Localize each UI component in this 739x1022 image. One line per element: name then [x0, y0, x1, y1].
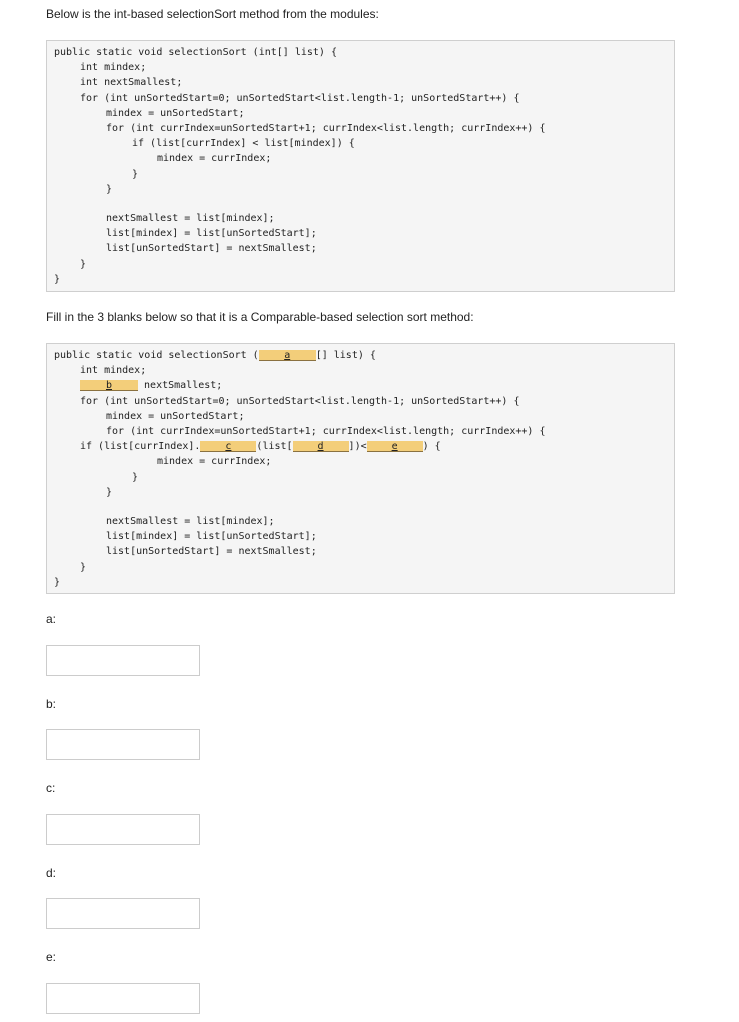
code-line: } [106, 184, 113, 195]
comparable-selection-sort-code [46, 343, 675, 594]
blank-label: b [105, 380, 113, 391]
code-line: if (list[currIndex] < list[mindex]) { [132, 138, 355, 149]
blank-label: d [317, 441, 324, 452]
code-line: list[unSortedStart] = nextSmallest; [106, 243, 317, 254]
code-line: for (int currIndex=unSortedStart+1; currIndex<list.length; currIndex++) { [106, 123, 546, 134]
code-line [54, 350, 376, 362]
answer-input-e[interactable] [46, 983, 200, 1014]
code-line: } [132, 472, 139, 483]
code-fragment: ])< [348, 441, 367, 452]
answer-label-c: c: [46, 781, 56, 795]
intro-text: Below is the int-based selectionSort method from the modules: [46, 7, 379, 21]
code-line: for (int currIndex=unSortedStart+1; currIndex<list.length; currIndex++) { [106, 426, 546, 437]
code-line: for (int unSortedStart=0; unSortedStart<list.length-1; unSortedStart++) { [80, 396, 520, 407]
code-line: } [132, 169, 139, 180]
code-line: int nextSmallest; [80, 77, 183, 88]
code-fragment: nextSmallest; [144, 380, 223, 391]
instruction-text: Fill in the 3 blanks below so that it is a Comparable-based selection sort method: [46, 310, 474, 324]
code-line: int mindex; [80, 62, 147, 73]
blank-label: e [391, 441, 398, 452]
code-line [80, 380, 222, 392]
code-line: } [80, 259, 87, 270]
code-line: public static void selectionSort (int[] list) { [54, 47, 337, 58]
code-fragment: [] list) { [315, 350, 376, 361]
answer-label-a: a: [46, 612, 57, 626]
code-line: for (int unSortedStart=0; unSortedStart<list.length-1; unSortedStart++) { [80, 93, 520, 104]
code-fragment: public static void selectionSort ( [54, 350, 259, 361]
code-line: list[mindex] = list[unSortedStart]; [106, 228, 317, 239]
code-line: list[mindex] = list[unSortedStart]; [106, 531, 317, 542]
code-line: } [106, 487, 113, 498]
answer-input-c[interactable] [46, 814, 200, 845]
code-line: } [80, 562, 87, 573]
answer-label-e: e: [46, 950, 57, 964]
answer-input-a[interactable] [46, 645, 200, 676]
code-fragment: ) { [422, 441, 441, 452]
code-line: mindex = unSortedStart; [106, 108, 245, 119]
blank-label: a [284, 350, 291, 361]
code-line: mindex = unSortedStart; [106, 411, 245, 422]
answer-label-b: b: [46, 697, 57, 711]
code-fragment: if (list[currIndex]. [80, 441, 201, 452]
code-line: int mindex; [80, 365, 147, 376]
blank-d [293, 441, 349, 452]
blank-label: c [225, 441, 232, 452]
answer-input-b[interactable] [46, 729, 200, 760]
code-line: } [54, 274, 61, 285]
answer-label-d: d: [46, 866, 57, 880]
answer-input-d[interactable] [46, 898, 200, 929]
int-selection-sort-code [46, 40, 675, 292]
code-line: mindex = currIndex; [157, 153, 272, 164]
code-line: } [54, 577, 61, 588]
blank-a [259, 350, 316, 361]
code-line: mindex = currIndex; [157, 456, 272, 467]
blank-c [200, 441, 256, 452]
code-line: nextSmallest = list[mindex]; [106, 213, 275, 224]
code-line [80, 441, 441, 453]
code-fragment: (list[ [256, 441, 293, 452]
code-line: nextSmallest = list[mindex]; [106, 516, 275, 527]
blank-b [80, 380, 138, 391]
blank-e [367, 441, 423, 452]
code-line: list[unSortedStart] = nextSmallest; [106, 546, 317, 557]
